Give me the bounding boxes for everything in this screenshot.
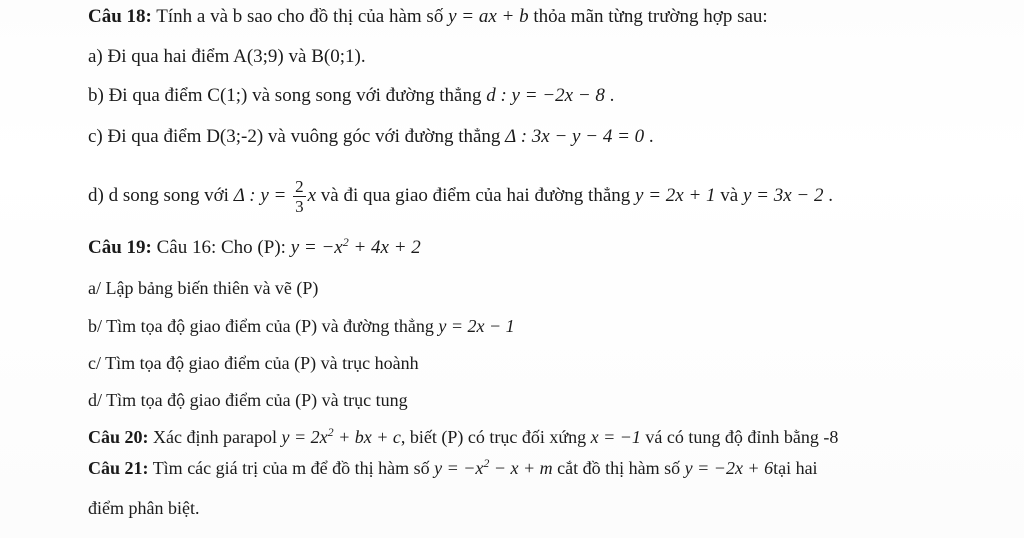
q20-eq-pre: y = 2x bbox=[281, 427, 328, 447]
line-1-equation: y = 2x + 1 bbox=[635, 184, 716, 206]
question-18d-line bbox=[88, 178, 833, 215]
line-delta-equation: Δ : 3x − y − 4 = 0 bbox=[505, 126, 645, 147]
question-19a-line: a/ Lập bảng biến thiên và vẽ (P) bbox=[88, 278, 319, 298]
question-18a-line bbox=[88, 45, 366, 69]
parabola-eq-pre: y = −x bbox=[290, 237, 343, 258]
question-20-text: Xác định parapol bbox=[148, 427, 282, 447]
question-20-text-mid: , biết (P) có trục đối xứng bbox=[400, 427, 591, 447]
question-19c-line: c/ Tìm tọa độ giao điểm của (P) và trục hoành bbox=[88, 353, 419, 373]
question-18b-period: . bbox=[604, 85, 615, 106]
question-20-line bbox=[88, 425, 838, 449]
q21-eq1-exponent: 2 bbox=[483, 456, 490, 470]
question-18c-text-mid: và vuông góc với đường thẳng bbox=[263, 126, 506, 147]
line-2-equation: y = 3x − 2 bbox=[742, 184, 824, 206]
question-19-heading: Câu 19: bbox=[88, 237, 152, 258]
question-19b-equation: y = 2x − 1 bbox=[438, 316, 515, 336]
question-21-equation-1 bbox=[434, 458, 553, 478]
question-21-text-end: tại hai bbox=[773, 458, 818, 478]
question-19d-line: d/ Tìm tọa độ giao điểm của (P) và trục tung bbox=[88, 390, 408, 410]
question-21-text-mid: cắt đồ thị hàm số bbox=[552, 458, 685, 478]
question-18c-line bbox=[88, 125, 654, 149]
question-21-equation-2: y = −2x + 6 bbox=[684, 458, 774, 478]
question-18a-conj: và bbox=[283, 46, 312, 67]
cut-off-text-fragment bbox=[470, 530, 550, 538]
question-21-heading: Câu 21: bbox=[88, 458, 149, 478]
question-18a-period: . bbox=[360, 46, 366, 67]
q21-eq1-pre: y = −x bbox=[434, 458, 484, 478]
question-20-heading: Câu 20: bbox=[88, 427, 149, 447]
question-18b-text-mid: và song song với đường thẳng bbox=[247, 85, 487, 106]
question-19b-line bbox=[88, 314, 515, 338]
question-18c-text: c) Đi qua điểm bbox=[88, 126, 207, 147]
question-18d-text-mid: và đi qua giao điểm của hai đường thẳng bbox=[316, 184, 636, 206]
question-21-text: Tìm các giá trị của m để đồ thị hàm số bbox=[148, 458, 435, 478]
point-a: A(3;9) bbox=[233, 46, 284, 67]
fraction-two-thirds bbox=[293, 178, 306, 215]
question-21-line bbox=[88, 456, 818, 480]
question-18b-text: b) Đi qua điểm bbox=[88, 85, 208, 106]
question-19-text: Câu 16: Cho (P): bbox=[151, 237, 291, 258]
point-b: B(0;1) bbox=[311, 46, 361, 67]
question-18-text-end: thỏa mãn từng trường hợp sau: bbox=[528, 6, 768, 27]
fraction-numerator: 2 bbox=[295, 177, 304, 196]
question-18d-period: . bbox=[823, 184, 833, 206]
point-d: D(3;-2) bbox=[206, 126, 264, 147]
point-c: C(1;) bbox=[207, 85, 248, 106]
q20-eq-exponent: 2 bbox=[327, 425, 334, 439]
question-18b-line bbox=[88, 84, 614, 108]
question-19-line bbox=[88, 236, 421, 260]
parabola-eq-post: + 4x + 2 bbox=[348, 237, 421, 258]
fraction-denominator: 3 bbox=[295, 197, 304, 216]
question-19b-text: b/ Tìm tọa độ giao điểm của (P) và đường thẳng bbox=[88, 316, 439, 336]
question-20-equation bbox=[281, 427, 400, 447]
question-18-line bbox=[88, 5, 768, 29]
question-18a-text: a) Đi qua hai điểm bbox=[88, 46, 234, 67]
question-18-text: Tính a và b sao cho đồ thị của hàm số bbox=[151, 6, 449, 27]
line-delta2-suffix: x bbox=[307, 184, 317, 206]
question-18-heading: Câu 18: bbox=[88, 6, 152, 27]
question-18-function: y = ax + b bbox=[448, 6, 529, 27]
question-18d-conj: và bbox=[715, 184, 743, 206]
q20-eq-post: + bx + c bbox=[333, 427, 401, 447]
question-18c-period: . bbox=[644, 126, 654, 147]
parabola-equation bbox=[291, 237, 421, 258]
question-18d-text: d) d song song với bbox=[88, 184, 234, 206]
question-20-text-end: vá có tung độ đỉnh bằng -8 bbox=[640, 427, 839, 447]
q21-eq1-post: − x + m bbox=[489, 458, 553, 478]
question-21-line-2: điểm phân biệt. bbox=[88, 498, 200, 518]
symmetry-axis-equation: x = −1 bbox=[590, 427, 641, 447]
line-delta2-prefix: Δ : y = bbox=[233, 184, 292, 206]
line-d-equation: d : y = −2x − 8 bbox=[486, 85, 605, 106]
parabola-eq-exponent: 2 bbox=[342, 235, 349, 249]
